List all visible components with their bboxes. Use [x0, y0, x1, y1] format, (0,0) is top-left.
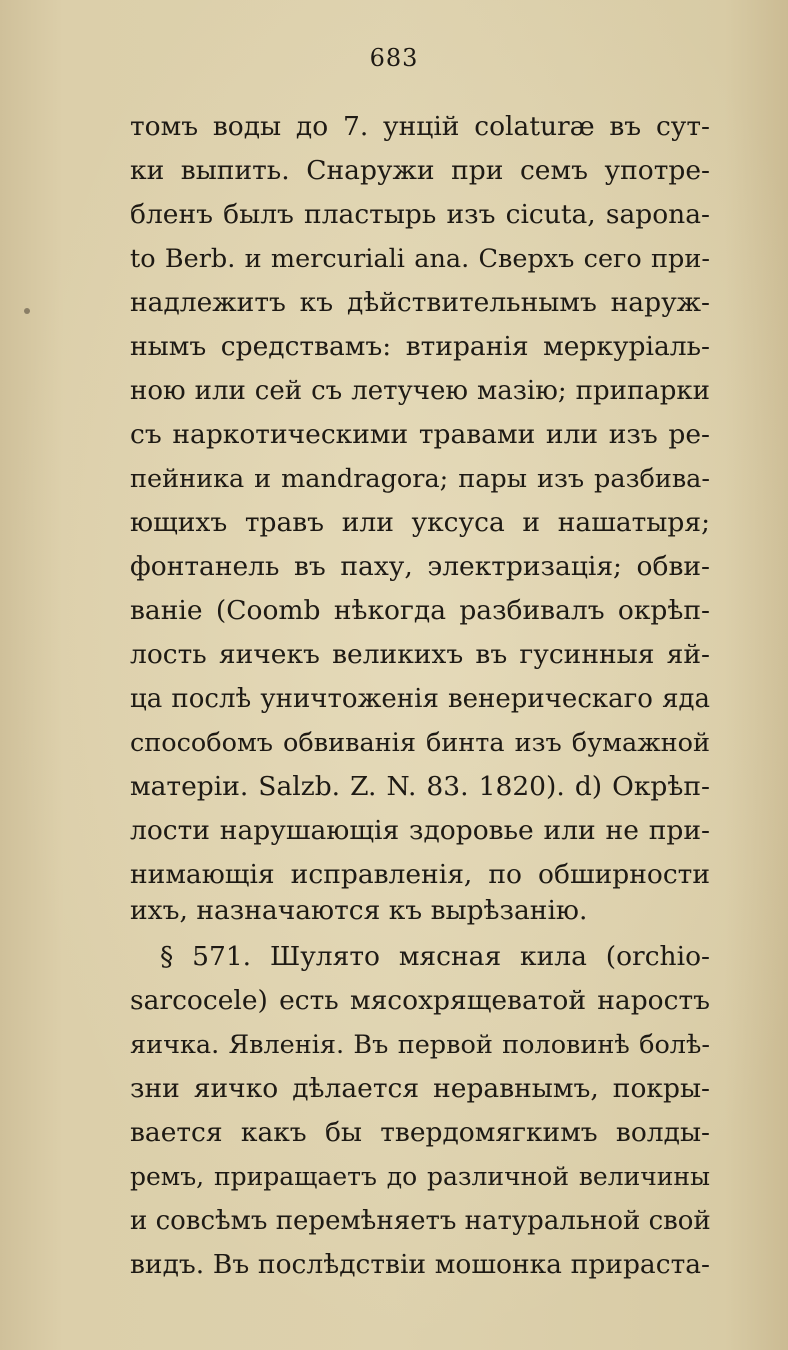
text-line: ною или сей съ летучею мазію; припарки [130, 376, 710, 406]
text-line: съ наркотическими травами или изъ ре- [130, 419, 710, 450]
text-line: лости нарушающія здоровье или не при- [130, 815, 710, 846]
text-line: ихъ, назначаются къ вырѣзанію. [130, 895, 588, 926]
text-line: надлежитъ къ дѣйствительнымъ наруж- [130, 287, 710, 318]
text-line: нымъ средствамъ: втиранія меркуріаль- [130, 331, 710, 362]
text-line: видъ. Въ послѣдствіи мошонка прираста- [130, 1249, 710, 1280]
text-line: зни яичко дѣлается неравнымъ, покры- [130, 1073, 710, 1104]
text-line: способомъ обвиванія бинта изъ бумажной [130, 728, 710, 758]
text-line: вается какъ бы твердомягкимъ волды- [130, 1117, 710, 1148]
text-line: лость яичекъ великихъ въ гусинныя яй- [130, 639, 710, 670]
text-line: фонтанель въ паху, электризація; обви- [130, 551, 710, 582]
text-line: и совсѣмъ перемѣняетъ натуральной свой [130, 1206, 711, 1236]
text-line: ремъ, приращаетъ до различной величины [130, 1162, 710, 1191]
text-line: матеріи. Salzb. Z. N. 83. 1820). d) Окрѣп- [130, 771, 710, 802]
margin-mark [24, 308, 30, 314]
text-line: томъ воды до 7. унцій colaturæ въ сут- [130, 111, 710, 142]
text-line: яичка. Явленія. Въ первой половинѣ болѣ- [130, 1030, 710, 1060]
page-number: 683 [369, 44, 419, 72]
text-line: бленъ былъ пластырь изъ cicuta, sapona- [130, 199, 710, 230]
text-line: ца послѣ уничтоженія венерическаго яда [130, 684, 710, 714]
text-line: § 571. Шулято мясная кила (orchio- [160, 941, 710, 972]
text-line: to Berb. и mercuriali ana. Сверхъ сего при- [130, 244, 710, 274]
text-line: ваніе (Coomb нѣкогда разбивалъ окрѣп- [130, 595, 710, 626]
text-line: ки выпить. Снаружи при семъ употре- [130, 155, 710, 186]
text-line: ющихъ травъ или уксуса и нашатыря; [130, 507, 710, 538]
text-line: пейника и mandragora; пары изъ разбива- [130, 464, 710, 494]
text-line: sarcocele) есть мясохрящеватой наростъ [130, 985, 710, 1016]
text-line: нимающія исправленія, по обширности [130, 859, 710, 890]
